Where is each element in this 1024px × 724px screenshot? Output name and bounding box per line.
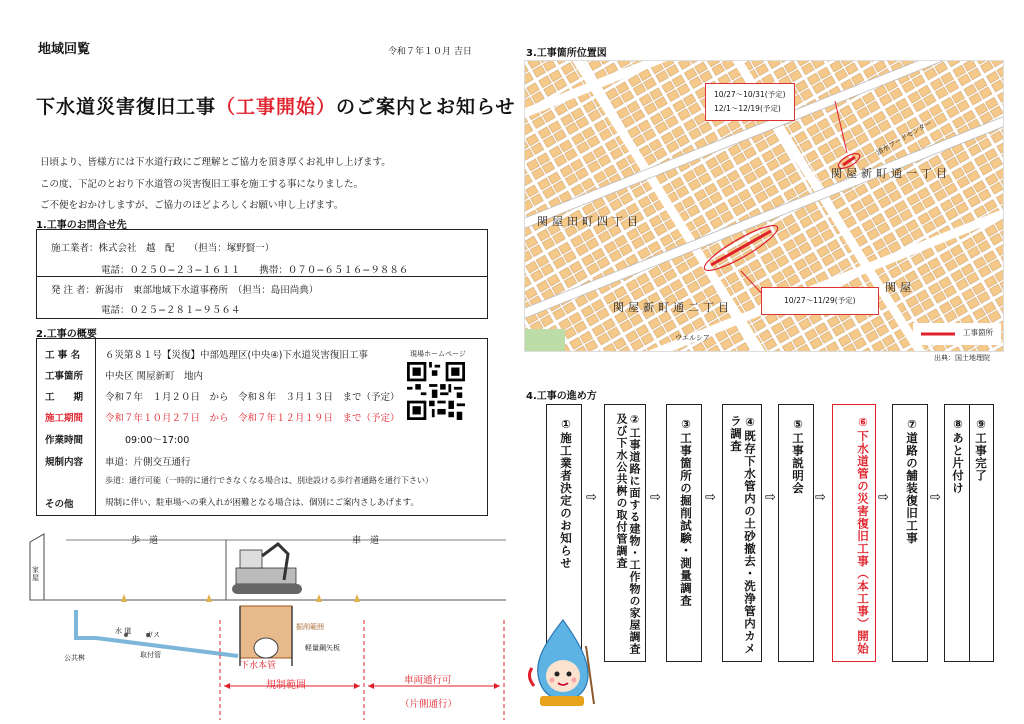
page-title bbox=[36, 92, 515, 119]
label-other: その他 bbox=[45, 499, 74, 510]
step-4-label: ④既存下水管内の土砂撤去・洗浄管内カメラ調査 bbox=[729, 415, 757, 655]
step-9-label: ⑨工事完了 bbox=[974, 417, 988, 482]
location-map bbox=[524, 60, 1004, 352]
label-construction-period: 施工期間 bbox=[45, 413, 84, 424]
diagram-regulation-label: 規制範囲 bbox=[266, 680, 306, 691]
intro-line-2: この度、下記のとおり下水道管の災害復旧工事を施工する事になりました。 bbox=[40, 179, 364, 190]
diagram-sidewalk-label: 歩 道 bbox=[131, 536, 159, 546]
title-suffix: のご案内とお知らせ bbox=[336, 96, 516, 118]
callout-1-line-2: 12/1～12/19(予定) bbox=[714, 104, 781, 113]
diagram-vehicle-label-1: 車両通行可 bbox=[404, 675, 452, 686]
step-8-9 bbox=[944, 404, 994, 662]
step-6 bbox=[832, 404, 876, 662]
label-project-name: 工 事 名 bbox=[45, 350, 81, 361]
map-place-2: 関屋田町四丁目 bbox=[537, 215, 642, 228]
map-legend-label: 工事箇所 bbox=[963, 328, 993, 337]
intro-line-3: ご不便をおかけしますが、ご協力のほどよろしくお願い申し上げます。 bbox=[40, 200, 344, 211]
step-5-label: ⑤工事説明会 bbox=[791, 417, 805, 495]
step-2-label: ②工事道路に面する建物・工作物の家屋調査及び下水公共桝の取付管調査 bbox=[615, 413, 641, 655]
mascot-icon bbox=[524, 616, 602, 710]
intro-line-1: 日頃より、皆様方には下水道行政にご理解とご協力を頂き厚くお礼申し上げます。 bbox=[40, 157, 391, 168]
contractor: 施工業者：株式会社 越 配 （担当：塚野賢一） bbox=[51, 243, 275, 254]
client-phone: 電話：０２５−２８１−９５６４ bbox=[101, 305, 241, 316]
step-2 bbox=[604, 404, 646, 662]
contractor-phone: 電話：０２５０−２３−１６１１ 携帯：０７０−６５１６−９８８６ bbox=[101, 265, 409, 276]
callout-work-2: 10/27～11/29(予定) bbox=[761, 287, 879, 315]
arrow-icon: ⇨ bbox=[815, 490, 826, 505]
diagram-house-label: 家屋 bbox=[32, 566, 39, 582]
qr-code-icon[interactable] bbox=[404, 362, 468, 420]
step-8-label: ⑧あと片付け bbox=[951, 417, 965, 495]
arrow-icon: ⇨ bbox=[705, 490, 716, 505]
diagram-sheet-label: 軽量鋼矢板 bbox=[305, 644, 340, 652]
diagram-basin-label: 公共桝 bbox=[64, 654, 85, 662]
label-location: 工事箇所 bbox=[45, 371, 84, 382]
step-5 bbox=[778, 404, 814, 662]
map-place-1: 関屋新町通一丁目 bbox=[831, 167, 951, 180]
step-3 bbox=[666, 404, 702, 662]
diagram-water-label: 水 道 bbox=[115, 627, 132, 635]
diagram-connection-label: 取付管 bbox=[140, 651, 161, 659]
arrow-icon: ⇨ bbox=[650, 490, 661, 505]
main-pipe bbox=[254, 638, 278, 658]
step-4 bbox=[722, 404, 762, 662]
arrow-icon: ⇨ bbox=[765, 490, 776, 505]
issue-date: 令和７年１０月 吉日 bbox=[388, 47, 472, 57]
arrow-icon: ⇨ bbox=[878, 490, 889, 505]
arrow-icon: ⇨ bbox=[930, 490, 941, 505]
diagram-vehicle-label-2: （片側通行） bbox=[400, 699, 458, 710]
map-place-3: 関屋新町通二丁目 bbox=[613, 301, 733, 314]
step-7-label: ⑦道路の舗装復旧工事 bbox=[905, 417, 919, 545]
value-location: 中央区 関屋新町 地内 bbox=[105, 371, 204, 382]
qr-label: 現場ホームページ bbox=[410, 350, 466, 358]
overview-divider bbox=[95, 339, 96, 515]
arrow-icon: ⇨ bbox=[586, 490, 597, 505]
step-3-label: ③工事箇所の掘削試験・測量調査 bbox=[679, 417, 693, 607]
contact-heading: 1.工事のお問合せ先 bbox=[36, 220, 127, 231]
label-work-hours: 作業時間 bbox=[45, 435, 84, 446]
value-work-hours: 09:00～17:00 bbox=[125, 435, 190, 446]
value-construction-period: 令和７年１０月２７日 から 令和７年１２月１９日 まで（予定） bbox=[105, 413, 400, 424]
step-7 bbox=[892, 404, 928, 662]
excavator-icon bbox=[232, 544, 302, 594]
callout-1-line-1: 10/27～10/31(予定) bbox=[714, 90, 786, 99]
label-term: 工 期 bbox=[45, 392, 84, 403]
diagram-main-pipe-label: 下水本管 bbox=[240, 661, 277, 671]
map-heading: 3.工事箇所位置図 bbox=[526, 48, 607, 59]
map-shop-2: ウエルシア bbox=[675, 334, 710, 342]
diagram-excavation-label: 掘削範囲 bbox=[296, 623, 324, 631]
step-divider bbox=[969, 405, 970, 661]
overview-heading: 2.工事の概要 bbox=[36, 329, 97, 340]
steps-heading: 4.工事の進め方 bbox=[526, 391, 597, 402]
map-shop-1: 清水フードセンター bbox=[875, 118, 934, 158]
client: 発 注 者：新潟市 東部地域下水道事務所 （担当：島田尚典） bbox=[51, 285, 319, 296]
contact-box bbox=[36, 229, 488, 319]
diagram-gas-label: ガス bbox=[146, 631, 160, 639]
label-regulation: 規制内容 bbox=[45, 457, 84, 468]
value-regulation-road: 車道：片側交互通行 bbox=[105, 457, 191, 468]
diagram-roadway-label: 車 道 bbox=[352, 536, 380, 546]
step-1-label: ①施工業者決定のお知らせ bbox=[559, 417, 573, 570]
region-label: 地域回覧 bbox=[38, 42, 91, 57]
map-source: 出典：国土地理院 bbox=[934, 354, 990, 362]
value-term: 令和７年 １月２０日 から 令和８年 ３月１３日 まで（予定） bbox=[105, 392, 400, 403]
value-other: 規制に伴い、駐車場への乗入れが困難となる場合は、個別にご案内さしあげます。 bbox=[105, 498, 419, 508]
callout-work-1 bbox=[705, 83, 795, 121]
title-main: 下水道災害復旧工事 bbox=[36, 96, 217, 118]
value-project-name: ６災第８１号【災復】中部処理区(中央④)下水道災害復旧工事 bbox=[105, 350, 368, 361]
title-highlight: （工事開始） bbox=[216, 96, 337, 118]
value-regulation-sidewalk: 歩道：通行可能（一時的に通行できなくなる場合は、別途設ける歩行者通路を通行下さい） bbox=[105, 476, 433, 485]
step-6-label: ⑥下水道管の災害復旧工事（本工事）開始 bbox=[856, 415, 870, 655]
map-place-4: 関屋 bbox=[885, 281, 915, 294]
contact-divider bbox=[37, 276, 487, 277]
